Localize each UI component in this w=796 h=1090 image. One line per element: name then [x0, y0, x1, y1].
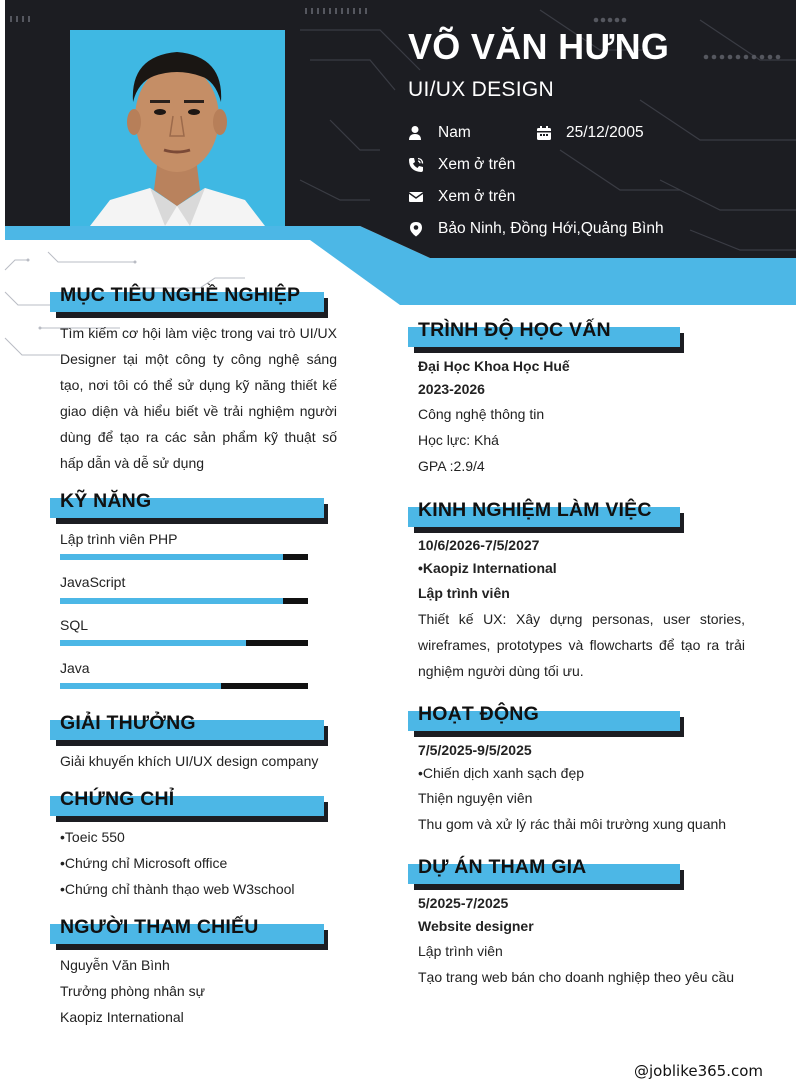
projects-heading — [408, 856, 680, 890]
skill-label: JavaScript — [60, 574, 126, 590]
activities-title: HOẠT ĐỘNG — [418, 703, 539, 725]
birthdate-row — [536, 124, 644, 142]
candidate-role: UI/UX DESIGN — [408, 78, 554, 101]
candidate-name: VÕ VĂN HƯNG — [408, 26, 670, 67]
experience-description: Thiết kế UX: Xây dựng personas, user stories, wireframes, prototypes và flowcharts để tạo ra trải nghiệm người dùng tối ưu. — [418, 611, 745, 679]
mail-icon — [408, 189, 424, 205]
birthdate-text: 25/12/2005 — [566, 124, 644, 141]
address-text: Bảo Ninh, Đồng Hới,Quảng Bình — [438, 220, 664, 237]
skill-bar — [60, 598, 308, 604]
address-row — [408, 220, 664, 238]
gender-row — [408, 124, 471, 142]
gender-text: Nam — [438, 124, 471, 141]
skills-heading — [50, 490, 324, 524]
phone-row — [408, 156, 515, 174]
education-heading — [408, 319, 680, 353]
project-role: Lập trình viên — [418, 943, 503, 959]
activities-heading — [408, 703, 680, 737]
location-icon — [408, 221, 424, 237]
awards-title: GIẢI THƯỞNG — [60, 712, 196, 734]
skill-label: Java — [60, 660, 90, 676]
skill-fill — [60, 598, 283, 604]
references-title: NGƯỜI THAM CHIẾU — [60, 916, 259, 938]
project-name: Website designer — [418, 918, 534, 934]
email-row — [408, 188, 515, 206]
projects-title: DỰ ÁN THAM GIA — [418, 856, 587, 878]
education-rank: Học lực: Khá — [418, 432, 499, 448]
objective-title: MỤC TIÊU NGHỀ NGHIỆP — [60, 284, 301, 306]
phone-text: Xem ở trên — [438, 156, 516, 173]
skill-label: Lập trình viên PHP — [60, 531, 178, 547]
watermark-text: @joblike365.com — [634, 1062, 764, 1080]
experience-title-text: Lập trình viên — [418, 585, 510, 601]
awards-heading — [50, 712, 324, 746]
skill-fill — [60, 554, 283, 560]
certificate-item: •Chứng chỉ Microsoft office — [60, 855, 228, 871]
activity-period: 7/5/2025-9/5/2025 — [418, 742, 532, 758]
certificate-item: •Toeic 550 — [60, 829, 125, 845]
project-description: Tạo trang web bán cho doanh nghiệp theo yêu cầu — [418, 969, 735, 985]
objective-text: Tìm kiếm cơ hội làm việc trong vai trò UI/UX Designer tại một công ty công nghệ sáng tạo, nơi tôi có thể sử dụng kỹ năng thiết kế giao diện và hiểu biết về trải nghiệm người dùng để tạo ra các sản phẩm kỹ thuật số hấp dẫn và dễ sử dụng — [60, 325, 337, 471]
user-icon — [408, 125, 424, 141]
skill-label: SQL — [60, 617, 89, 633]
activity-role: Thiện nguyện viên — [418, 790, 533, 806]
experience-heading — [408, 499, 680, 533]
calendar-icon — [536, 125, 552, 141]
awards-text: Giải khuyến khích UI/UX design company — [60, 753, 319, 769]
experience-period: 10/6/2026-7/5/2027 — [418, 537, 540, 553]
activity-description: Thu gom và xử lý rác thải môi trường xung quanh — [418, 816, 727, 832]
email-text: Xem ở trên — [438, 188, 516, 205]
project-period: 5/2025-7/2025 — [418, 895, 509, 911]
education-years: 2023-2026 — [418, 381, 485, 397]
phone-icon — [408, 157, 424, 173]
skill-bar — [60, 640, 308, 646]
experience-company: •Kaopiz International — [418, 560, 557, 576]
certificates-title: CHỨNG CHỈ — [60, 788, 175, 810]
reference-name: Nguyễn Văn Bình — [60, 957, 170, 973]
education-major: Công nghệ thông tin — [418, 406, 545, 422]
experience-title: KINH NGHIỆM LÀM VIỆC — [418, 499, 652, 521]
skill-bar — [60, 683, 308, 689]
skill-fill — [60, 640, 246, 646]
education-title: TRÌNH ĐỘ HỌC VẤN — [418, 319, 611, 341]
objective-heading — [50, 284, 324, 318]
reference-company: Kaopiz International — [60, 1009, 184, 1025]
certificate-item: •Chứng chỉ thành thạo web W3school — [60, 881, 295, 897]
activity-name: •Chiến dịch xanh sạch đẹp — [418, 765, 585, 781]
skills-title: KỸ NĂNG — [60, 490, 152, 512]
reference-position: Trưởng phòng nhân sự — [60, 983, 205, 999]
education-school: Đại Học Khoa Học Huế — [418, 358, 570, 374]
profile-photo — [70, 30, 285, 226]
certificates-heading — [50, 788, 324, 822]
skill-fill — [60, 683, 221, 689]
education-gpa: GPA :2.9/4 — [418, 458, 485, 474]
skill-bar — [60, 554, 308, 560]
references-heading — [50, 916, 324, 950]
